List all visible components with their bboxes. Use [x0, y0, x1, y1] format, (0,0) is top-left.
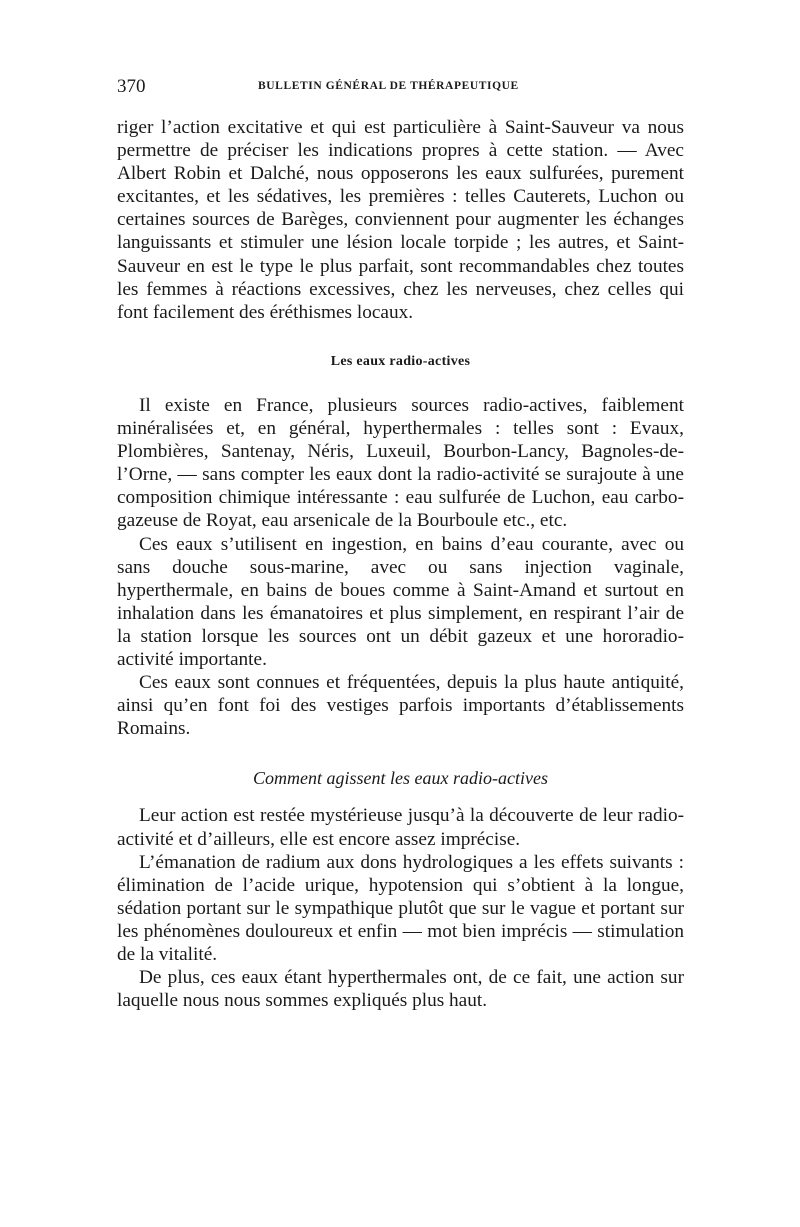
- page-header: [117, 76, 682, 100]
- paragraph: L’émanation de radium aux dons hydrologiques a les effets suivants : élimination de l’acide urique, hypotension qui s’obtient à la longue, sédation portant sur le sympathique plutôt que sur le vague et portant sur les phénomènes douloureux et enfin — mot bien imprécis — stimulation de la vitalité.: [117, 851, 684, 965]
- body-text: [117, 116, 684, 1012]
- paragraph-continuation: riger l’action excitative et qui est particulière à Saint-Sauveur va nous permettre de préciser les indications propres à cette station. — Avec Albert Robin et Dalché, nous opposerons les eaux sulfurées, purement excitantes, et les sédatives, les premières : telles Cauterets, Luchon ou certaines sources de Barèges, conviennent pour augmenter les échanges languissants et stimuler une lésion locale torpide ; les autres, et Saint-Sauveur en est le type le plus parfait, sont recommandables chez toutes les femmes à réactions excessives, chez les nerveuses, chez celles qui font facilement des éréthismes locaux.: [117, 117, 684, 323]
- section-heading-how-they-act: Comment agissent les eaux radio-actives: [253, 768, 548, 789]
- section-heading-radio-active-waters: Les eaux radio-actives: [330, 353, 471, 369]
- paragraph: De plus, ces eaux étant hyperthermales ont, de ce fait, une action sur laquelle nous nous sommes expliqués plus haut.: [117, 967, 684, 1012]
- running-title: BULLETIN GÉNÉRAL DE THÉRAPEUTIQUE: [258, 80, 519, 92]
- paragraph: Ces eaux s’utilisent en ingestion, en bains d’eau courante, avec ou sans douche sous-marine, avec ou sans injection vaginale, hyperthermale, en bains de boues comme à Saint-Amand et surtout en inhalation dans les émanatoires et plus simplement, en respirant l’air de la station lorsque les sources ont un débit gazeux et une hororadio-activité importante.: [117, 533, 684, 670]
- paragraph: Ces eaux sont connues et fréquentées, depuis la plus haute antiquité, ainsi qu’en font foi des vestiges parfois importants d’établissements Romains.: [117, 672, 684, 740]
- page-number: 370: [117, 76, 146, 97]
- paragraph: Leur action est restée mystérieuse jusqu’à la découverte de leur radio-activité et d’ailleurs, elle est encore assez imprécise.: [117, 805, 684, 850]
- paragraph: Il existe en France, plusieurs sources radio-actives, faiblement minéralisées et, en général, hyperthermales : telles sont : Evaux, Plombières, Santenay, Néris, Luxeuil, Bourbon-Lancy, Bagnoles-de-l’Orne, — sans compter les eaux dont la radio-activité se surajoute à une composition chimique intéressante : eau sulfurée de Luchon, eau carbo-gazeuse de Royat, eau arsenicale de la Bourboule etc., etc.: [117, 394, 684, 532]
